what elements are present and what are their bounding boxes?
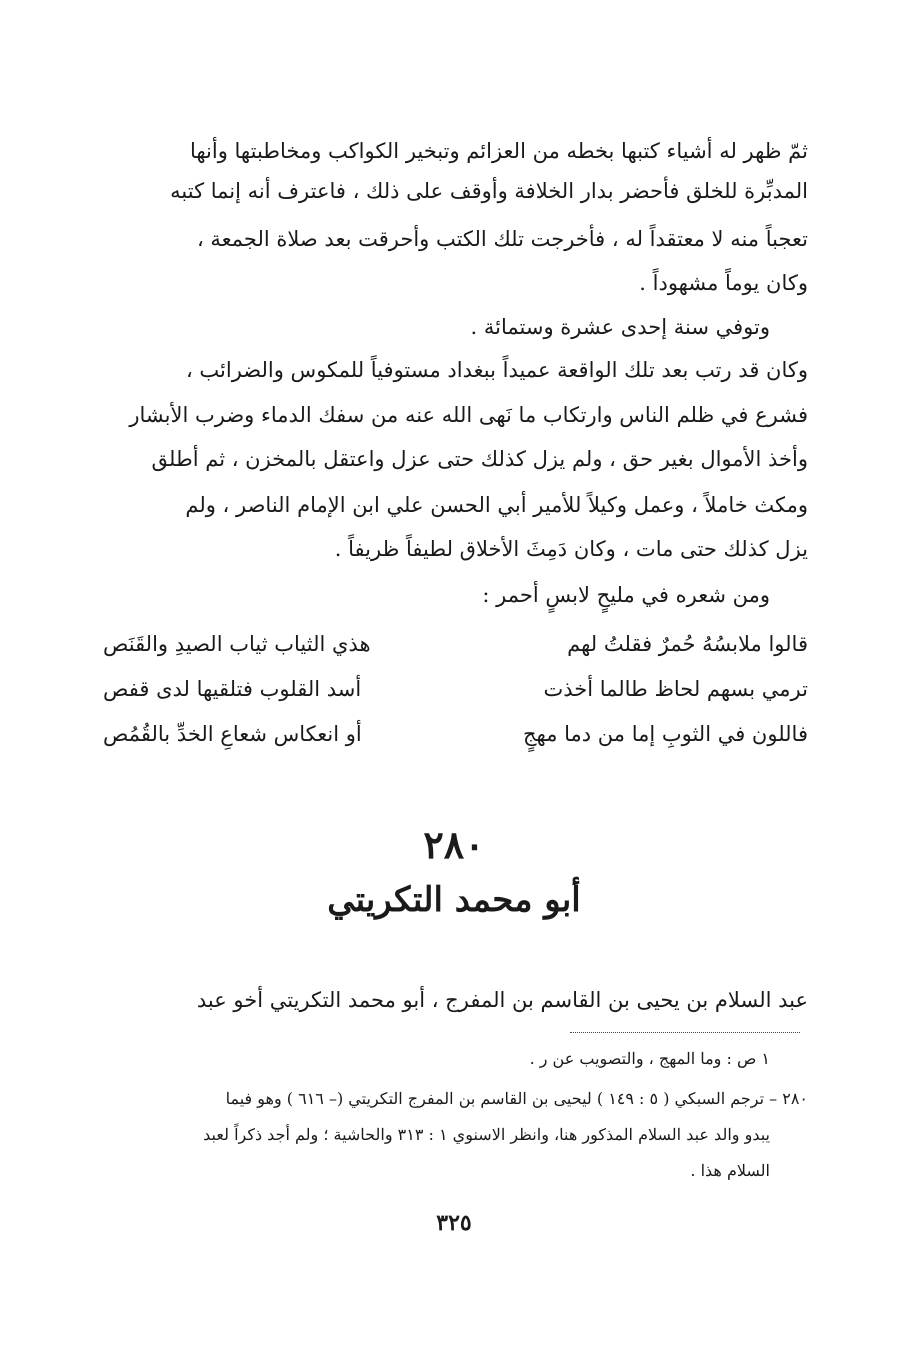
body-line-3: تعجباً منه لا معتقداً له ، فأخرجت تلك الكتب وأحرقت بعد صلاة الجمعة ، [196, 227, 808, 251]
verse-row-2 [103, 677, 808, 711]
verse-row-3 [103, 722, 808, 756]
verse-1-second-hemistich: هذي الثياب ثياب الصيدِ والقَنَص [103, 632, 371, 656]
verse-3-second-hemistich: أو انعكاس شعاعِ الخدِّ بالقُمُص [103, 722, 362, 746]
verse-3-first-hemistich: فاللون في الثوبِ إما من دما مهجٍ [522, 722, 808, 746]
poem-intro: ومن شعره في مليحٍ لابسٍ أحمر : [482, 583, 770, 607]
footnote-1: ١ ص : وما المهج ، والتصويب عن ر . [529, 1049, 770, 1068]
entry-first-line: عبد السلام بن يحيى بن القاسم بن المفرج ، أبو محمد التكريتي أخو عبد [196, 988, 808, 1012]
verse-2-second-hemistich: أسد القلوب فتلقيها لدى قفص [103, 677, 362, 701]
entry-number: ٢٨٠ [423, 822, 485, 867]
footnote-divider [570, 1032, 800, 1033]
body-line-2: المدبِّرة للخلق فأحضر بدار الخلافة وأوقف على ذلك ، فاعترف أنه إنما كتبه [170, 179, 808, 203]
body-line-1: ثمّ ظهر له أشياء كتبها بخطه من العزائم وتبخير الكواكب ومخاطبتها وأنها [189, 139, 808, 163]
body-line-9: ومكث خاملاً ، وعمل وكيلاً للأمير أبي الحسن علي ابن الإمام الناصر ، ولم [185, 493, 808, 517]
body-line-10: يزل كذلك حتى مات ، وكان دَمِثَ الأخلاق لطيفاً ظريفاً . [334, 537, 808, 561]
body-line-7: فشرع في ظلم الناس وارتكاب ما نَهى الله عنه من سفك الدماء وضرب الأبشار [129, 403, 808, 427]
verse-row-1 [103, 632, 808, 666]
footnote-2-line-3: السلام هذا . [690, 1161, 770, 1180]
footnote-2-line-1: ٢٨٠ – ترجم السبكي ( ٥ : ١٤٩ ) ليحيى بن القاسم بن المفرج التكريتي (– ٦١٦ ) وهو فيما [225, 1089, 808, 1108]
body-line-5: وتوفي سنة إحدى عشرة وستمائة . [470, 315, 770, 339]
verse-2-first-hemistich: ترمي بسهم لحاظ طالما أخذت [543, 677, 808, 701]
footnote-2-line-2: يبدو والد عبد السلام المذكور هنا، وانظر الاسنوي ١ : ٣١٣ والحاشية ؛ ولم أجد ذكراً لعبد [203, 1125, 770, 1144]
body-line-6: وكان قد رتب بعد تلك الواقعة عميداً ببغداد مستوفياً للمكوس والضرائب ، [185, 358, 808, 382]
verse-1-first-hemistich: قالوا ملابسُهُ حُمرٌ فقلتُ لهم [567, 632, 808, 656]
body-line-4: وكان يوماً مشهوداً . [639, 271, 808, 295]
body-line-8: وأخذ الأموال بغير حق ، ولم يزل كذلك حتى عزل واعتقل بالمخزن ، ثم أطلق [151, 447, 808, 471]
entry-title: أبو محمد التكريتي [327, 880, 581, 920]
page-number: ٣٢٥ [436, 1210, 472, 1236]
